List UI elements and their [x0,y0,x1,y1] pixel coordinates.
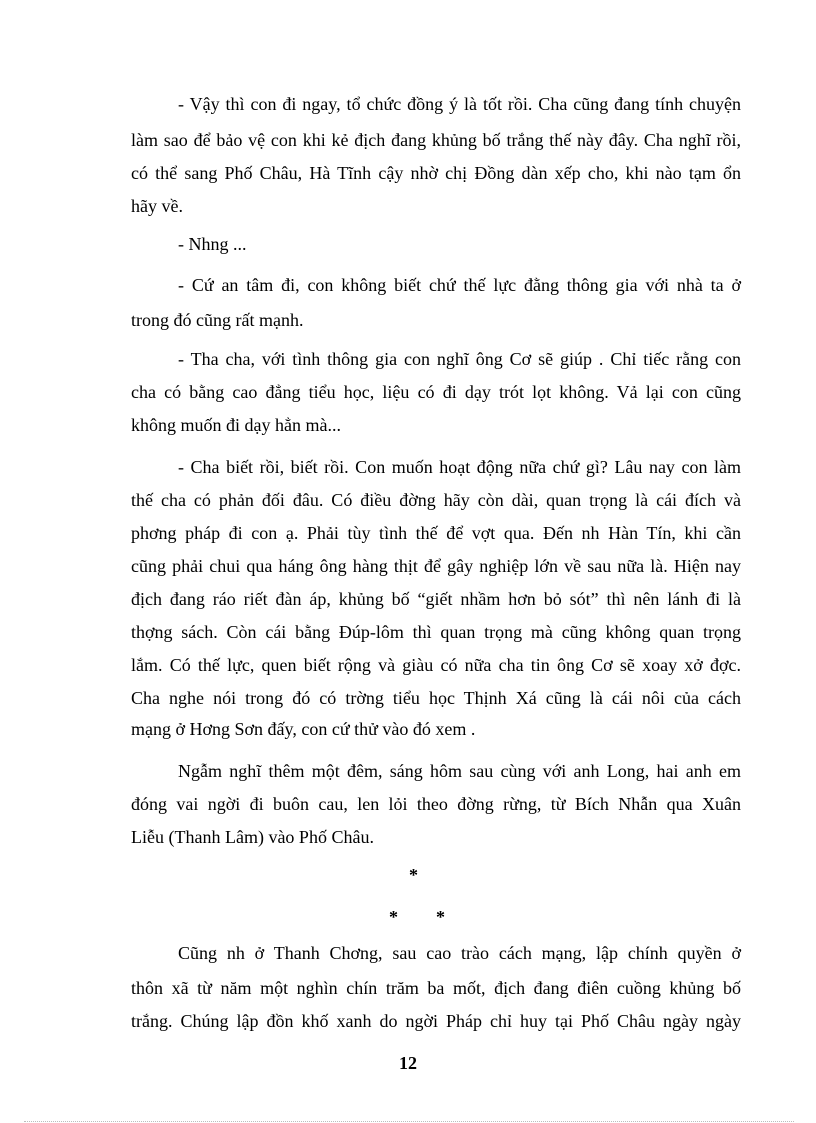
page-number: 12 [399,1053,417,1073]
paragraph-7-line-3: trắng. Chúng lập đồn khố xanh do ngời Pháp chỉ huy tại Phố Châu ngày ngày [131,1011,741,1031]
page-bottom-dotted-rule [24,1121,794,1122]
paragraph-4-line-1: - Tha cha, với tình thông gia con nghĩ ông Cơ sẽ giúp . Chỉ tiếc rằng con [178,349,741,369]
paragraph-6-line-2: đóng vai ngời đi buôn cau, len lỏi theo đờng rừng, từ Bích Nhẫn qua Xuân [131,794,741,814]
separator-star-top: * [409,865,418,885]
paragraph-7-line-2: thôn xã từ năm một nghìn chín trăm ba mốt, địch đang điên cuồng khủng bố [131,978,741,998]
paragraph-5-line-4: cũng phải chui qua háng ông hàng thịt để gây nghiệp lớn về sau nữa là. Hiện nay [131,556,741,576]
paragraph-1-line-2: làm sao để bảo vệ con khi kẻ địch đang khủng bố trắng thế này đây. Cha nghĩ rồi, [131,130,741,150]
separator-star-left: * [389,907,398,927]
paragraph-4-line-3: không muốn đi dạy hẳn mà... [131,415,341,435]
separator-star-right: * [436,907,445,927]
paragraph-1-line-3: có thể sang Phố Châu, Hà Tĩnh cậy nhờ chị Đồng dàn xếp cho, khi nào tạm ổn [131,163,741,183]
paragraph-4-line-2: cha có bằng cao đẳng tiểu học, liệu có đi dạy trót lọt không. Vả lại con cũng [131,382,741,402]
paragraph-5-line-6: thợng sách. Còn cái bằng Đúp-lôm thì quan trọng mà cũng không quan trọng [131,622,741,642]
paragraph-3-line-2: trong đó cũng rất mạnh. [131,310,304,330]
paragraph-7-line-1: Cũng nh ở Thanh Chơng, sau cao trào cách mạng, lập chính quyền ở [178,943,741,963]
paragraph-5-line-3: phơng pháp đi con ạ. Phải tùy tình thế để vợt qua. Đến nh Hàn Tín, khi cần [131,523,741,543]
paragraph-5-line-5: địch đang ráo riết đàn áp, khủng bố “giết nhầm hơn bỏ sót” thì nên lánh đi là [131,589,741,609]
paragraph-1-line-1: - Vậy thì con đi ngay, tổ chức đồng ý là tốt rồi. Cha cũng đang tính chuyện [178,94,741,114]
paragraph-6-line-1: Ngẫm nghĩ thêm một đêm, sáng hôm sau cùng với anh Long, hai anh em [178,761,741,781]
paragraph-5-line-1: - Cha biết rồi, biết rồi. Con muốn hoạt động nữa chứ gì? Lâu nay con làm [178,457,741,477]
paragraph-5-line-9: mạng ở Hơng Sơn đấy, con cứ thử vào đó xem . [131,719,476,739]
paragraph-3-line-1: - Cứ an tâm đi, con không biết chứ thế lực đằng thông gia với nhà ta ở [178,275,741,295]
paragraph-5-line-2: thế cha có phản đối đâu. Có điều đờng hãy còn dài, quan trọng là cái đích và [131,490,741,510]
paragraph-2-line-1: - Nhng ... [178,234,247,254]
paragraph-5-line-7: lắm. Có thế lực, quen biết rộng và giàu có nữa cha tin ông Cơ sẽ xoay xở đợc. [131,655,741,675]
paragraph-5-line-8: Cha nghe nói trong đó có trờng tiểu học Thịnh Xá cũng là cái nôi của cách [131,688,741,708]
paragraph-1-line-4: hãy về. [131,196,183,216]
paragraph-6-line-3: Liễu (Thanh Lâm) vào Phố Châu. [131,827,374,847]
